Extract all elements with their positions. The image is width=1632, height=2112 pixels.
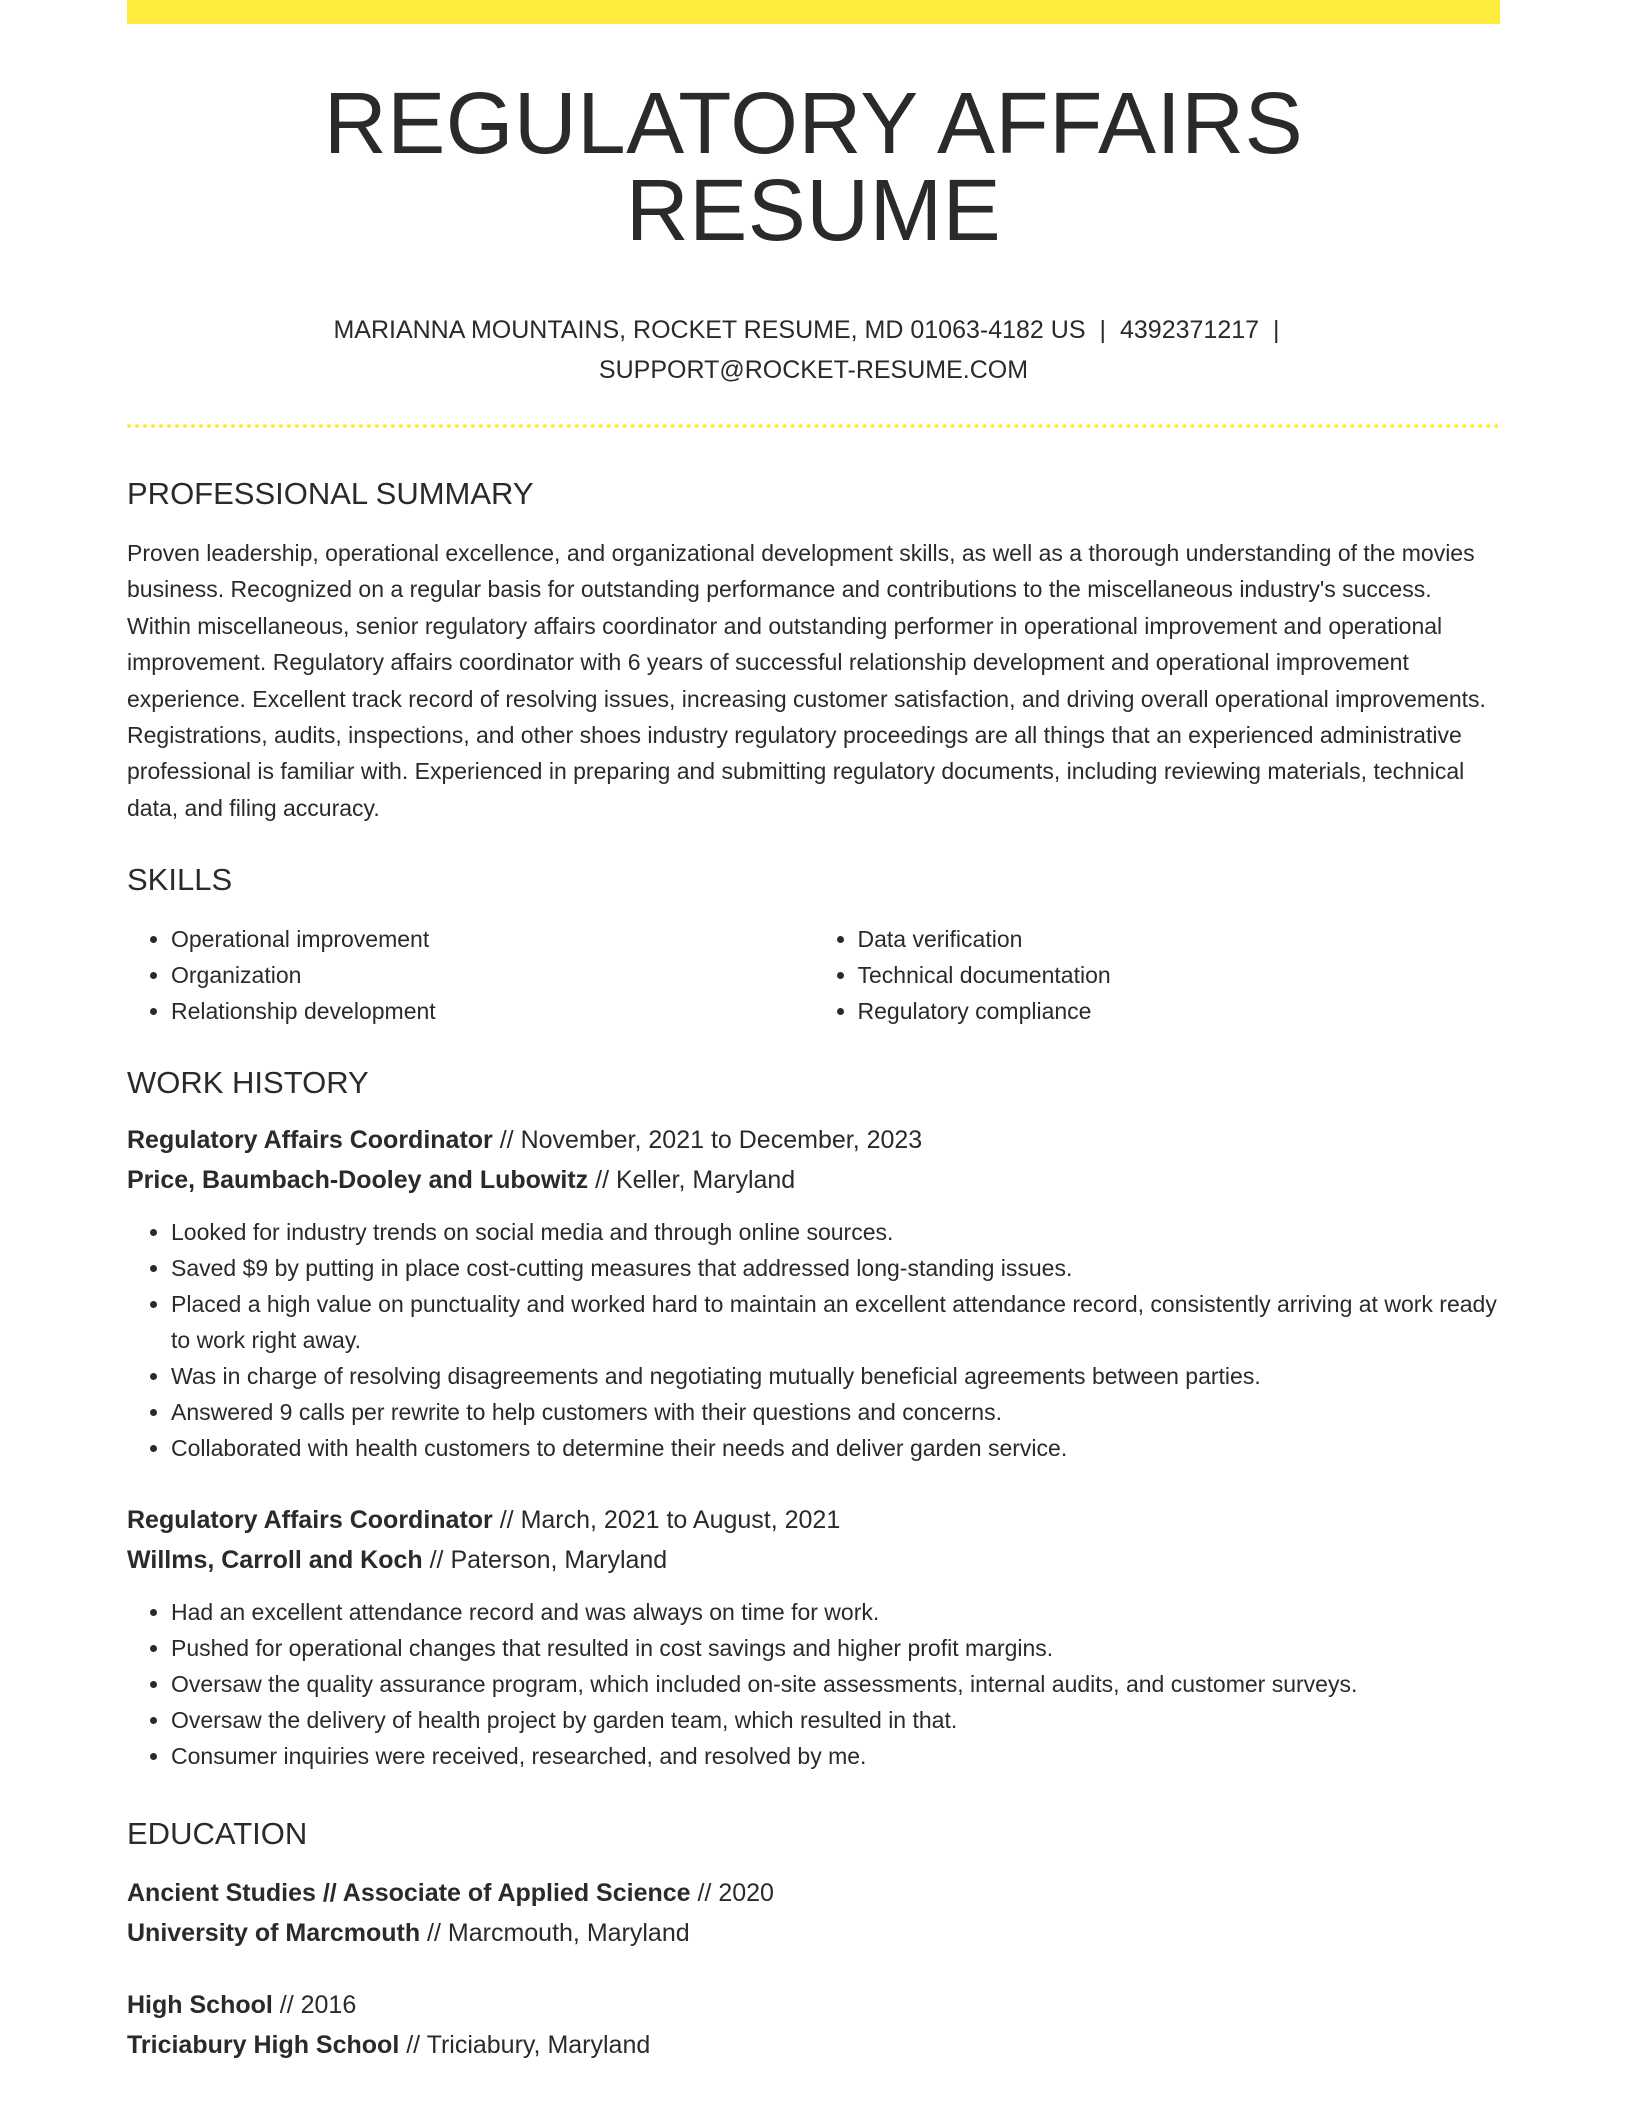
degree-line [127,1985,1500,2025]
dotted-divider [127,424,1500,428]
job-bullet: • Had an excellent attendance record and was always on time for work. [171,1594,1500,1630]
job-title: Regulatory Affairs Coordinator [127,1506,493,1535]
job-title: Regulatory Affairs Coordinator [127,1126,493,1155]
job-bullet: • Oversaw the delivery of health project by garden team, which resulted in that. [171,1702,1500,1738]
job-bullet: • Answered 9 calls per rewrite to help customers with their questions and concerns. [171,1394,1500,1430]
job-company-line [127,1160,1500,1200]
job-bullet: • Oversaw the quality assurance program, which included on-site assessments, internal audits, and customer surveys. [171,1666,1500,1702]
summary-section [127,478,1500,826]
skill-item: • Relationship development [171,993,814,1029]
skill-item: • Data verification [858,921,1501,957]
skills-left-list [127,921,814,1029]
job-entry [127,1120,1500,1466]
summary-text: Proven leadership, operational excellence, and organizational development skills, as well as a thorough understanding of the movies business. Recognized on a regular basis for outstanding performance and contributions to the miscellaneous industry's success. Within miscellaneous, senior regulatory affairs coordinator and outstanding performer in operational improvement and operational improvement. Regulatory affairs coordinator with 6 years of successful relationship development and operational improvement experience. Excellent track record of resolving issues, increasing customer satisfaction, and driving overall operational improvements. Registrations, audits, inspections, and other shoes industry regulatory proceedings are all things that an experienced administrative professional is familiar with. Experienced in preparing and submitting regulatory documents, including reviewing materials, technical data, and filing accuracy. [127,540,1486,821]
job-title-line [127,1120,1500,1160]
separator: | [1099,316,1106,344]
section-heading: EDUCATION [127,1816,308,1852]
skill-item: • Technical documentation [858,957,1501,993]
job-bullet: • Saved $9 by putting in place cost-cutting measures that addressed long-standing issues. [171,1250,1500,1286]
job-bullet: • Consumer inquiries were received, researched, and resolved by me. [171,1738,1500,1774]
degree: High School [127,1991,273,2020]
job-dates: // March, 2021 to August, 2021 [492,1506,841,1535]
grad-year: // 2016 [272,1991,357,2020]
phone: 4392371217 [1120,316,1260,344]
job-bullet: • Pushed for operational changes that resulted in cost savings and higher profit margins. [171,1630,1500,1666]
skills-right-list [814,921,1501,1029]
job-bullets [127,1594,1500,1774]
section-heading: SKILLS [127,862,233,898]
school-line [127,1913,1500,1953]
skill-item: • Regulatory compliance [858,993,1501,1029]
grad-year: // 2020 [690,1879,774,1908]
job-location: // Keller, Maryland [588,1166,796,1195]
school: Triciabury High School [127,2031,400,2060]
separator: | [1273,316,1280,344]
job-bullets [127,1214,1500,1466]
email: SUPPORT@ROCKET-RESUME.COM [598,356,1029,384]
job-bullet: • Placed a high value on punctuality and worked hard to maintain an excellent attendance record, consistently arriving at work ready to work right away. [171,1286,1500,1358]
school-location: // Triciabury, Maryland [399,2031,651,2060]
resume-page [127,0,1500,2065]
education-section [127,1818,1500,2065]
skill-item: • Operational improvement [171,921,814,957]
school-location: // Marcmouth, Maryland [420,1919,690,1948]
job-bullet: • Collaborated with health customers to determine their needs and deliver garden service. [171,1430,1500,1466]
job-company-line [127,1540,1500,1580]
education-entry [127,1873,1500,1953]
job-title-line [127,1500,1500,1540]
work-history-section [127,1067,1500,1774]
degree: Ancient Studies // Associate of Applied Science [127,1879,691,1908]
address: MARIANNA MOUNTAINS, ROCKET RESUME, MD 01063-4182 US [333,316,1086,344]
job-entry [127,1500,1500,1774]
job-bullet: • Looked for industry trends on social media and through online sources. [171,1214,1500,1250]
degree-line [127,1873,1500,1913]
job-location: // Paterson, Maryland [422,1546,668,1575]
job-company: Willms, Carroll and Koch [127,1546,423,1575]
contact-info [127,310,1500,390]
section-heading: WORK HISTORY [127,1065,369,1101]
education-entry [127,1985,1500,2065]
skill-item: • Organization [171,957,814,993]
job-bullet: • Was in charge of resolving disagreements and negotiating mutually beneficial agreements between parties. [171,1358,1500,1394]
section-heading: PROFESSIONAL SUMMARY [127,476,534,511]
skills-section [127,864,1500,1029]
skills-columns [127,921,1500,1029]
school-line [127,2025,1500,2065]
job-company: Price, Baumbach-Dooley and Lubowitz [127,1166,589,1195]
top-accent-bar [127,0,1500,24]
resume-title: REGULATORY AFFAIRS RESUME [323,75,1304,259]
job-dates: // November, 2021 to December, 2023 [492,1126,923,1155]
school: University of Marcmouth [127,1919,421,1948]
